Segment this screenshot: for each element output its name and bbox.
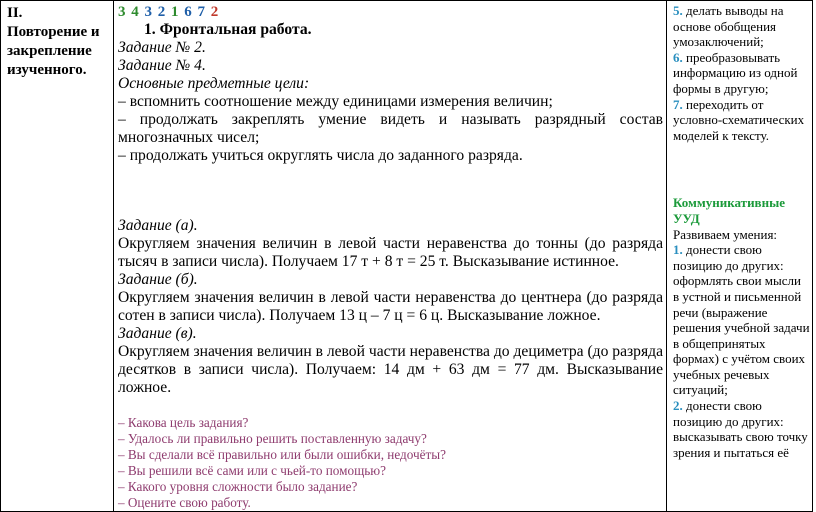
uud-item: [673, 242, 810, 398]
task-reference: Задание № 2.: [118, 39, 206, 56]
task-solution-text: Округляем значения величин в левой части неравенства до дециметра (до разряда десятков в записи числа). Получаем: 14 дм + 63 дм = 77 дм. Высказывание ложное: [118, 343, 663, 396]
work-content: [114, 1, 666, 511]
goals-title: Основные предметные цели:: [118, 75, 310, 92]
task-title: Задание (в).: [118, 325, 197, 342]
slide-number: 6: [184, 4, 193, 20]
question-item: – Оцените свою работу.: [118, 495, 251, 510]
spacer: [118, 165, 663, 217]
uud-cell: [667, 1, 813, 512]
question-item: – Вы сделали всё правильно или были ошибки, недочёты?: [118, 447, 446, 462]
task-title: Задание (б).: [118, 271, 198, 288]
task-title: Задание (а).: [118, 217, 198, 234]
uud-item-number: 7.: [673, 96, 683, 112]
task-solution: Округляем значения величин в левой части неравенства до тонны (до разряда тысяч в записи числа). Получаем 17 т + 8 т = 25 т. Высказывание истинное.: [118, 235, 663, 270]
uud-item-number: 6.: [673, 49, 683, 65]
slide-numbers: [118, 3, 663, 21]
question-item: – Вы решили всё сами или с чьей-то помощью?: [118, 463, 386, 478]
table-row: [1, 1, 813, 512]
uud-item-number: 2.: [673, 398, 683, 414]
slide-number: 2: [210, 4, 220, 20]
uud-item: [673, 3, 810, 50]
slide-number: 3: [144, 4, 153, 20]
task-solution: Округляем значения величин в левой части неравенства до центнера (до разряда сотен в записи числа). Получаем 13 ц – 7 ц = 6 ц. Высказывание ложное.: [118, 289, 663, 324]
uud-item: [673, 97, 810, 144]
uud-item-number: 5.: [673, 3, 683, 18]
uud-content: [667, 1, 812, 460]
reflection-questions: [118, 415, 663, 511]
slide-number: 1: [171, 4, 180, 20]
uud-item-text: донести свою позицию до других: высказывать свою точку зрения и пытаться её: [673, 398, 808, 460]
uud-item: [673, 398, 810, 460]
task-solution-end: .: [167, 379, 172, 396]
question-item: – Какого уровня сложности было задание?: [118, 479, 358, 494]
slide-number: 4: [131, 4, 140, 20]
stage-title-line: изученного.: [7, 62, 87, 78]
communicative-uud-title: Коммуникативные УУД: [673, 195, 785, 226]
question-item: – Удалось ли правильно решить поставленную задачу?: [118, 431, 427, 446]
goal-item: – вспомнить соотношение между единицами измерения величин;: [118, 93, 553, 110]
slide-number: 2: [157, 4, 167, 20]
uud-item-text: донести свою позицию до других: оформлять свои мысли в устной и письменной речи (выражение решения учебной задачи в общепринятых формах) с учётом своих учебных речевых ситуаций;: [673, 242, 810, 398]
slide-number: 3: [118, 4, 127, 20]
stage-title-line: закрепление: [7, 43, 92, 59]
uud-item: [673, 50, 810, 97]
goal-item: – продолжать учиться округлять числа до заданного разряда.: [118, 147, 523, 164]
goal-item: – продолжать закреплять умение видеть и называть разрядный состав многозначных чисел;: [118, 111, 663, 146]
work-cell: [114, 1, 667, 512]
slide-number: 7: [197, 4, 206, 20]
question-item: – Какова цель задания?: [118, 415, 249, 430]
develop-skills-label: Развиваем умения:: [673, 226, 778, 242]
uud-item-number: 1.: [673, 242, 683, 258]
task-solution: [118, 343, 663, 397]
task-reference: Задание № 4.: [118, 57, 206, 74]
stage-cell: [1, 1, 114, 512]
stage-name: [1, 1, 113, 80]
uud-item-text: делать выводы на основе обобщения умозаключений;: [673, 3, 784, 50]
uud-item-text: переходить от условно-схематических моделей к тексту.: [673, 96, 805, 143]
uud-item-text: преобразовывать информацию из одной формы в другую;: [673, 49, 798, 96]
stage-title-line: Повторение и: [7, 24, 100, 40]
stage-number: II.: [7, 5, 23, 21]
section-heading: 1. Фронтальная работа.: [144, 21, 312, 38]
